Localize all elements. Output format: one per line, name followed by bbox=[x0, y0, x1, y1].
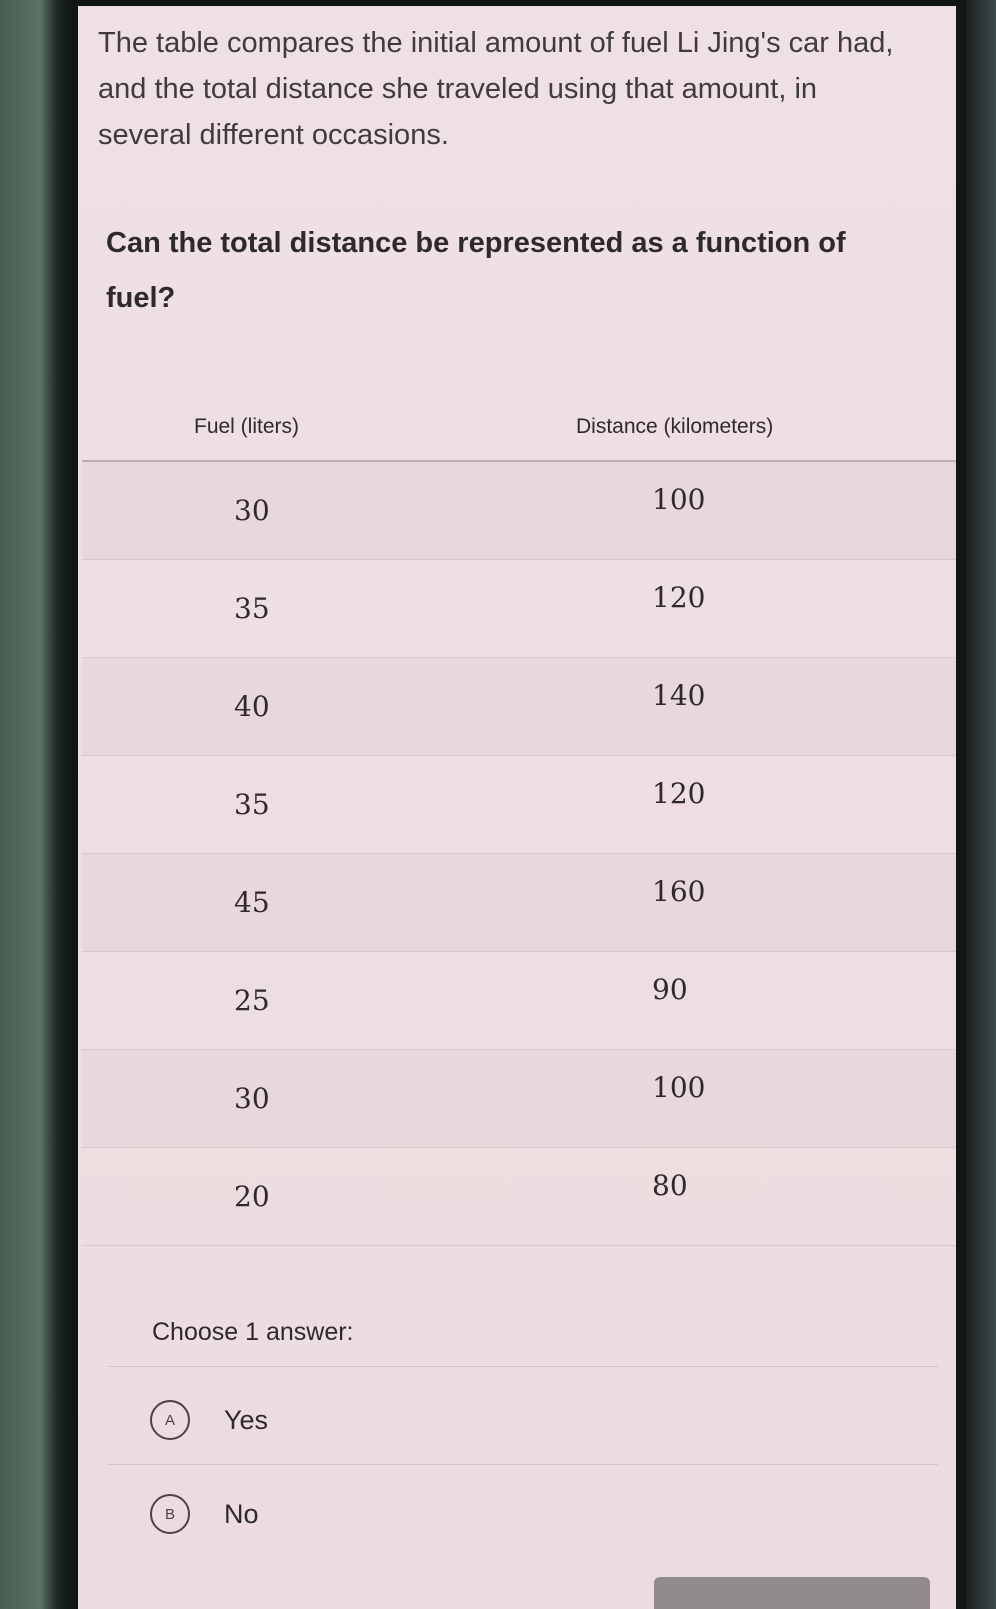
answer-option-b[interactable] bbox=[150, 1494, 259, 1534]
distance-cell: 120 bbox=[652, 581, 706, 614]
option-label: No bbox=[224, 1498, 259, 1529]
answer-instruction: Choose 1 answer: bbox=[152, 1318, 354, 1346]
table-row bbox=[82, 560, 956, 658]
table-row bbox=[82, 952, 956, 1050]
table-row bbox=[82, 756, 956, 854]
fuel-cell: 35 bbox=[234, 788, 270, 821]
fuel-cell: 35 bbox=[234, 592, 270, 625]
distance-cell: 160 bbox=[652, 875, 706, 908]
fuel-cell: 30 bbox=[234, 1082, 270, 1115]
fuel-cell: 40 bbox=[234, 690, 270, 723]
phone-edge bbox=[966, 0, 996, 1609]
distance-cell: 140 bbox=[652, 679, 706, 712]
table-header bbox=[82, 394, 956, 462]
option-label: Yes bbox=[224, 1404, 269, 1435]
problem-intro: The table compares the initial amount of fuel Li Jing's car had, and the total distance she traveled using that amount, in several different occasions. bbox=[98, 27, 894, 151]
divider bbox=[108, 1366, 938, 1367]
problem-question: Can the total distance be represented as a function of fuel? bbox=[106, 227, 846, 314]
distance-cell: 100 bbox=[652, 483, 706, 516]
table-row bbox=[82, 1050, 956, 1148]
table-row bbox=[82, 462, 956, 560]
table-row bbox=[82, 658, 956, 756]
data-table bbox=[82, 394, 956, 1246]
option-letter-badge: A bbox=[150, 1400, 190, 1440]
column-header-distance: Distance (kilometers) bbox=[576, 415, 774, 438]
distance-cell: 100 bbox=[652, 1071, 706, 1104]
answer-option-a[interactable] bbox=[150, 1400, 268, 1440]
fuel-cell: 30 bbox=[234, 494, 270, 527]
check-button[interactable] bbox=[654, 1577, 930, 1609]
divider bbox=[108, 1464, 938, 1465]
fuel-cell: 25 bbox=[234, 984, 270, 1017]
phone-screen bbox=[78, 6, 956, 1609]
distance-cell: 120 bbox=[652, 777, 706, 810]
column-header-fuel: Fuel (liters) bbox=[194, 415, 300, 438]
option-letter-badge: B bbox=[150, 1494, 190, 1534]
table-row bbox=[82, 854, 956, 952]
fuel-cell: 20 bbox=[234, 1180, 270, 1213]
table-row bbox=[82, 1148, 956, 1246]
distance-cell: 80 bbox=[652, 1169, 688, 1202]
distance-cell: 90 bbox=[652, 973, 688, 1006]
fuel-cell: 45 bbox=[234, 886, 270, 919]
